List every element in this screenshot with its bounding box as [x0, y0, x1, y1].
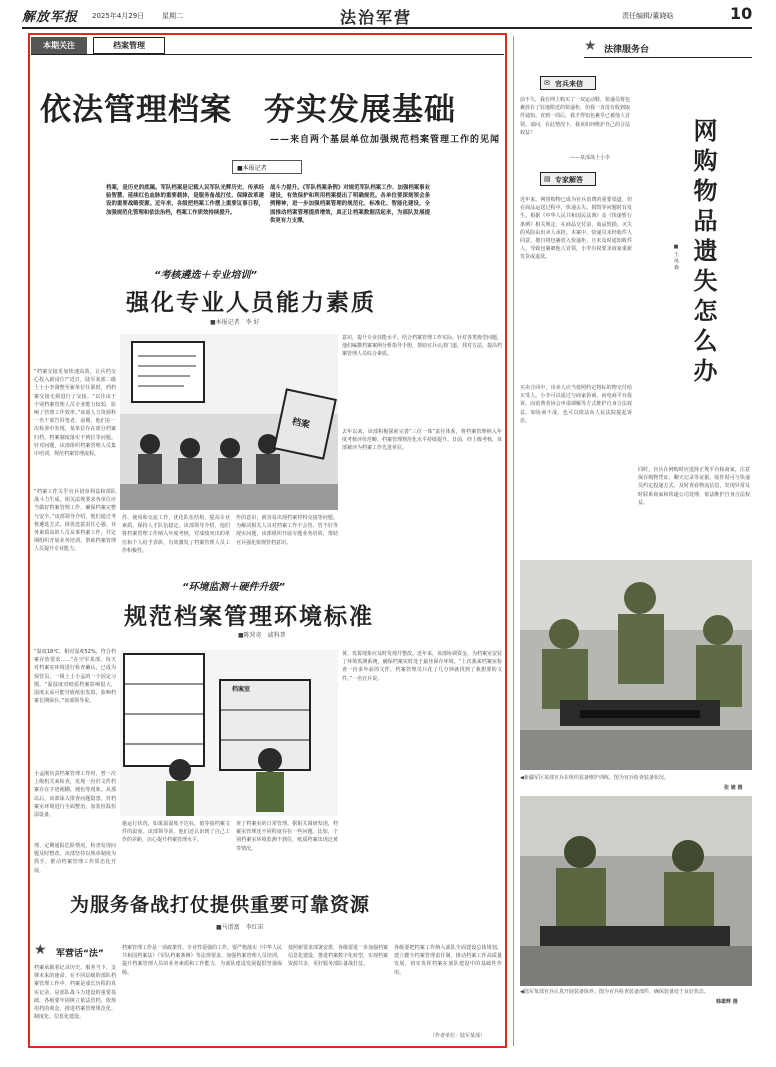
story1-col4: 作的意识，就容易出现档案材料交接等问题。为解决相关人员对档案工作不会管、管不好等现实问题，该部组织开展专题业务培训，帮助官兵强化依规管档意识。 — [236, 515, 338, 546]
story2-col5: 查了档案室的日常管理。据相关调研发现，档案室管理还不同程度存在一些问题。比如，个别档案室环境监测不到位，纸质档案出现泛黄等情况。 — [236, 821, 338, 852]
story3-text3: 按照新要求部署安排，各级要进一步加强档案信息化建设，推进档案数字化转型，实现档案资源共享，更好服务部队备战打仗。 — [288, 945, 389, 968]
story1-col5: 意识，提升专业技能水平。结合档案管理工作实际，针对各类典型问题，他们编撰档案案例分析指导手册，帮助官兵认清门道、找对方法，提高档案管理人员综合素质。 — [342, 335, 503, 358]
photo-equipment-maintenance — [520, 796, 752, 986]
feature-subhead: ——来自两个基层单位加强规范档案管理工作的见闻 — [269, 135, 500, 145]
masthead — [22, 4, 752, 26]
story1-col2: “档案工作关乎官兵切身利益和部队战斗力生成。相关法规要求各单位应当做好档案管理工作，确保档案完整与安全。”该部领导介绍，他们通过考核遴选方式，择优选拔责任心强、业务素质高的人员从事档案工作，并定期组织开展业务培训，帮助档案管理人员提升专业能力。 — [34, 489, 116, 553]
author-note: ■本报记者 — [237, 165, 267, 172]
expert-tag — [540, 172, 596, 186]
qa-tag — [540, 76, 596, 90]
story1-col1: “档案交接更加快速高效，让兵档交心投入新岗位!”近日，陆军某部二级上士小李调整至新单位任职时，档档案交接无须进行了交接。“以往由于个别档案管理人员专业能力较弱，影响了管理工作效率。”该部人力资源科一名干部告诉笔者，前期，他们在一次检查中发现，某单位存在部分档案归档、档案制度落实不到位等问题。针对问题，该部组织档案管理人员集中培训，规范档案管理流程。 — [34, 369, 116, 458]
story2-title: 规范档案管理环境标准 — [124, 603, 374, 630]
star-icon: ★ — [34, 942, 47, 958]
feature-lead: 档案，是历史的底稿。军队档案是记载人民军队光辉历史、传承经验智慧、延续红色血脉的重要载体，是服务备战打仗、保障改革建设的重要战略资源。近年来，各级把档案工作摆上重要议事日程，加强规范化管理和依法治档，档案工作质效持续提升。 — [106, 185, 264, 216]
sidebar-star-icon: ★ — [584, 38, 597, 54]
story1-col6: 去年以来，该部积极探索完善“三位一体”责任体系，将档案管理纳入年度考核评价范畴，档案管理规范化水平持续提升。日前，经上级考核，该部被评为档案工作先进单位。 — [342, 429, 503, 452]
story1-kicker: “考核遴选＋专业培训” — [154, 270, 257, 281]
qa-sign: ——某部战士小李 — [570, 155, 611, 161]
story2-col3: 施运行状况，如果温湿度不达标，值等接档案文件的温度。该部领导说，他们还认识到了自己工作的差距，决心提升档案管理水平。 — [122, 821, 230, 844]
feature-tag-row — [31, 37, 504, 55]
section-title: 法治军营 — [340, 8, 413, 27]
paper-logo: 解放军报 — [22, 10, 79, 25]
book-icon: ▤ — [544, 175, 551, 183]
masthead-rule — [22, 27, 752, 29]
story2-kicker: “环境监测＋硬件升级” — [182, 582, 285, 593]
qa-tag-label: 官兵来信 — [555, 80, 583, 88]
expert-text-2: 买卖合同中，出卖人应当按照约定将标的物交付给买受人。小李可以通过与商家协商、向电商平台投诉、向消费者协会申请调解等方式维护自身合法权益。如协商不成，也可以依法向人民法院提起诉讼。 — [520, 385, 632, 424]
feature-lead-2: 战斗力提升。《军队档案条例》对规范军队档案工作、加强档案事业建设，有效保护和利用档案提出了明确规范。各单位要深刻领会条例精神，进一步加强档案管理的规范化、标准化、智能化建设，全面推动档案管理提质增效，真正让档案数据活起来，为部队发展提供更有力支撑。 — [270, 185, 430, 224]
story2-col6: 黄、发霉现象应及时发现并整改。近年来，该部协调资金，为档案室安装了环境监测系统，确保档案实时处于最佳保存环境。“上次我来档案室检查一份多年前的文件，档案管理员只花了几分钟就找到了我想要的文件。”一名官兵说。 — [342, 651, 503, 682]
expert-text-3: 同时，官兵在网购时应选择正规平台和商家，注意保存购物凭证、聊天记录等证据。收件时可与快递员约定投递方式，及时查看物流信息，发现异常及时联系商家和快递公司处理，依法维护自身合法权益。 — [638, 467, 750, 506]
story3-text1: 档案承载着记录历史、服务当下、支撑未来的使命。在不同层级的部队档案管理工作中，档案是成长历程的真实记录，是部队战斗力建设的重要基础。各级要牢固树立依法管档、依规用档的观念，推进档案管理规范化、制度化、信息化建设。 — [34, 965, 116, 1021]
story3-column-badge — [34, 944, 116, 960]
story3-column-title: 军营话“法” — [56, 949, 104, 959]
story1-title: 强化专业人员能力素质 — [126, 289, 376, 316]
story3-text4: 各级要把档案工作纳入部队全面建设总体规划，建立健全档案管理责任制，推动档案工作高质量发展，切实发挥档案在部队建设中的基础性作用。 — [394, 945, 502, 976]
photo1-credit: 张 婕 摄 — [724, 785, 743, 791]
story2-col4: 理、定期通报危险情况，检查发现问题及时整改。该部坚持以规章制度为抓手，推动档案管理工作常态化开展。 — [34, 843, 116, 874]
sidebar-column-header — [584, 40, 752, 58]
editor-credit: 责任编辑/董晓晗 — [622, 12, 674, 20]
story3-title: 为服务备战打仗提供重要可靠资源 — [70, 894, 371, 916]
story2-col1: “温度18℃，相对湿度52%，符合档案存放要求……”在空军某部，每天对档案室环境进行检查确认，已成为保管员、一级上士小孟的一个固定习惯。“温湿度对纸质档案影响很大，湿度太高可能导致纸张发霉，影响档案长期保存。”该部领导说。 — [34, 649, 116, 705]
photo2-credit: 韩雄辉 摄 — [716, 999, 738, 1005]
story1-image-caption: 档案 — [290, 417, 311, 431]
page-number: 10 — [730, 4, 753, 23]
expert-text: 近年来，网络购物已成为官兵消费的重要渠道，但在商品运送过程中，快递丢失、损毁等问题时有发生。根据《中华人民共和国民法典》及《快递暂行条例》相关规定，在商品交付前，商品毁损、灭失的风险由出卖人承担。本案中，快递员未经收件人同意，擅自将包裹放入快递柜，且未及时通知收件人，导致包裹被他人冒领，小李有权要求商家重新发货或退款。 — [520, 197, 632, 261]
photo1-caption: ◀新疆军区某部官兵在组织装备维护训练。图为官兵检查装备状况。 — [520, 775, 669, 781]
story3-endnote: （作者单位：陆军某部） — [430, 1033, 486, 1039]
story3-text2: 档案管理工作是一项政策性、专业性很强的工作。要严格落实《中华人民共和国档案法》《军队档案条例》等法规要求，加强档案管理人员培训，提升档案管理人员的业务素质和工作能力，为部队建设发展提供坚强保障。 — [122, 945, 283, 976]
story1-byline: ■本报记者 李 好 — [210, 319, 260, 326]
issue-weekday: 星期二 — [162, 12, 183, 20]
tag-topic: 档案管理 — [93, 37, 165, 54]
issue-date: 2025年4月29日 — [92, 12, 145, 20]
author-badge — [232, 160, 302, 174]
story2-image-caption: 档案室 — [232, 686, 251, 693]
story2-col2: 小孟刚负责档案管理工作时，曾一次上级机关来检查，发现一份归文件档案存在字迹褪糊、褪色等现象。从那以后，该部深入排查问题隐患，对档案室环境进行全面整治，加装恒温恒湿设备。 — [34, 771, 116, 819]
vertical-title: 网购物品遗失怎么办 — [689, 118, 718, 388]
expert-tag-label: 专家解答 — [555, 176, 583, 184]
feature-headline: 依法管理档案 夯实发展基础 — [40, 92, 456, 128]
column-divider — [513, 36, 514, 1046]
tag-focus: 本期关注 — [31, 37, 87, 54]
story3-byline: ■马谱富 李红宙 — [216, 924, 264, 931]
photo2-caption: ◀陆军某部官兵认真开展装备保养。图为官兵检查装备部件，确保装备处于良好状态。 — [520, 989, 709, 995]
sidebar-column-title: 法律服务台 — [604, 45, 650, 55]
story1-illustration — [120, 334, 338, 510]
story2-byline: ■陈营奇 戚科普 — [238, 632, 286, 639]
story2-illustration — [120, 650, 338, 816]
vertical-author: ■ 王 凤 森 — [673, 244, 679, 270]
qa-text: 前不久，我在网上购买了一双运动鞋，快递员将包裹放在了驻地附近的快递柜，但我一直没有收到取件通知。直到一周后，我才得知包裹早已被他人冒领。请问，在此情况下，我该如何维护自己的合法权益？ — [520, 97, 631, 136]
photo-soldiers-equipment — [520, 560, 752, 770]
mail-icon: ✉ — [544, 79, 550, 87]
story1-col3: 件、使用和交流工作，优化队伍结构，提高专业素质，保持人才队伍稳定。该部领导介绍，他们将档案管理工作纳入年度考核，对成绩突出的单位和个人给予表彰，有效激发了档案管理人员工作积极性。 — [122, 515, 230, 554]
